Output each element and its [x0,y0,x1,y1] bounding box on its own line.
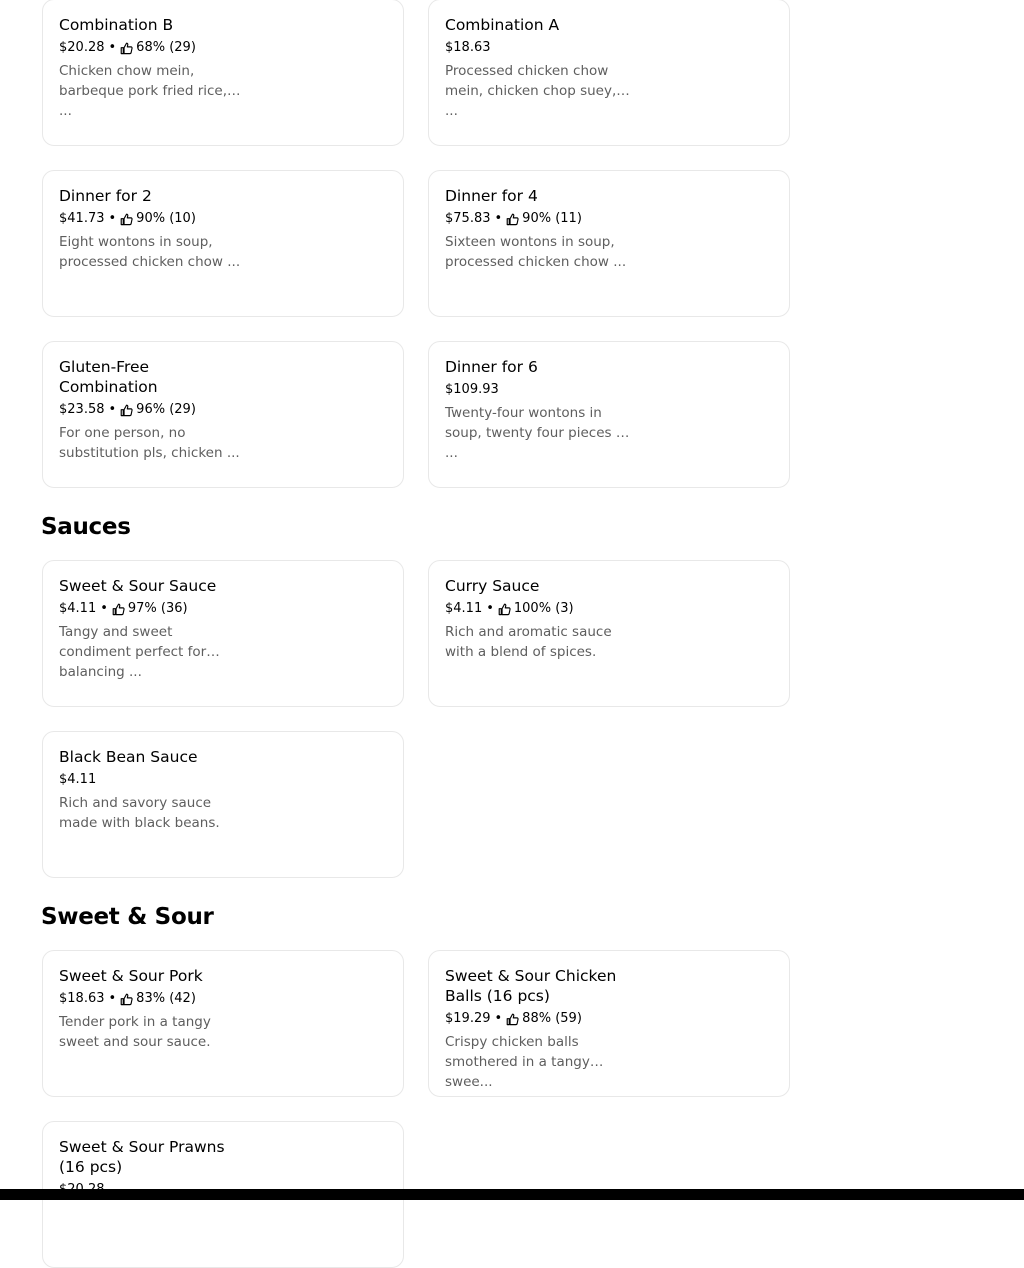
item-meta [445,381,773,399]
meta-separator: • [486,601,494,616]
menu-item-card[interactable] [428,341,790,488]
item-price: $75.83 [445,211,491,226]
menu-item-card[interactable] [42,170,404,317]
menu-item-card[interactable] [428,950,790,1097]
meta-separator: • [108,402,117,417]
item-meta [445,600,773,618]
item-price: $109.93 [445,382,499,397]
item-description: Twenty-four wontons in soup, twenty four pieces of ... [445,405,629,461]
item-title: Combination A [445,16,560,34]
thumbs-up-icon [120,213,133,226]
item-description: Eight wontons in soup, processed chicken chow ... [59,234,241,270]
thumbs-up-icon [498,603,511,616]
meta-separator: • [108,991,117,1006]
bottom-bar [0,1189,1024,1200]
item-meta [59,771,387,789]
item-meta [59,600,387,618]
item-description: Crispy chicken balls smothered in a tangy swee... [445,1034,590,1090]
item-description: For one person, no substitution pls, chicken ... [59,425,240,461]
item-price: $4.11 [59,772,97,787]
item-description: Rich and savory sauce made with black beans. [59,795,220,831]
item-title: Combination B [59,16,174,34]
section-title-sweet-sour: Sweet & Sour [41,904,214,930]
item-price: $20.28 [59,40,105,55]
meta-separator: • [494,1011,503,1026]
menu-item-card[interactable] [42,0,404,146]
meta-separator: • [494,211,503,226]
menu-item-card[interactable] [428,170,790,317]
item-meta [59,210,387,228]
item-title: Black Bean Sauce [59,748,198,766]
section-title-sauces: Sauces [41,514,131,540]
item-title: Sweet & Sour Prawns (16 pcs) [59,1138,225,1176]
item-rating: 100% (3) [513,601,574,616]
item-meta [59,990,387,1008]
item-price: $18.63 [59,991,105,1006]
item-rating: 96% (29) [136,402,196,417]
thumbs-up-icon [506,1013,519,1026]
meta-separator: • [108,40,117,55]
menu-item-card[interactable] [42,341,404,488]
menu-item-card[interactable] [42,950,404,1097]
item-title: Sweet & Sour Sauce [59,577,217,595]
item-price: $18.63 [445,40,491,55]
item-meta [59,401,387,419]
menu-item-card[interactable] [42,731,404,878]
item-price: $23.58 [59,402,105,417]
thumbs-up-icon [112,603,125,616]
item-price: $4.11 [445,601,483,616]
menu-item-card[interactable] [428,0,790,146]
menu-item-card[interactable] [42,560,404,707]
thumbs-up-icon [506,213,519,226]
item-description: Sixteen wontons in soup, processed chicken chow ... [445,234,627,270]
item-price: $4.11 [59,601,97,616]
item-description: Tender pork in a tangy sweet and sour sauce. [59,1014,211,1050]
item-title: Dinner for 2 [59,187,152,205]
item-price: $19.29 [445,1011,491,1026]
meta-separator: • [108,211,117,226]
item-rating: 90% (10) [136,211,196,226]
item-rating: 68% (29) [136,40,196,55]
item-rating: 90% (11) [522,211,582,226]
thumbs-up-icon [120,404,133,417]
item-meta [445,39,773,57]
item-price: $41.73 [59,211,105,226]
item-title: Gluten-Free Combination [59,358,158,396]
item-description: Processed chicken chow mein, chicken chop suey, ... [445,63,617,119]
item-title: Sweet & Sour Pork [59,967,203,985]
menu-item-card[interactable] [428,560,790,707]
item-rating: 97% (36) [127,601,188,616]
item-title: Dinner for 6 [445,358,538,376]
item-title: Curry Sauce [445,577,540,595]
item-description: Chicken chow mein, barbeque pork fried rice, ... [59,63,228,119]
thumbs-up-icon [120,993,133,1006]
item-rating: 88% (59) [522,1011,582,1026]
item-title: Sweet & Sour Chicken Balls (16 pcs) [445,967,617,1005]
thumbs-up-icon [120,42,133,55]
meta-separator: • [100,601,108,616]
item-rating: 83% (42) [136,991,196,1006]
item-meta [445,1010,773,1028]
item-title: Dinner for 4 [445,187,538,205]
item-description: Tangy and sweet condiment perfect for balancing ... [59,624,207,680]
item-meta [59,39,387,57]
item-description: Rich and aromatic sauce with a blend of spices. [445,624,612,660]
item-meta [445,210,773,228]
